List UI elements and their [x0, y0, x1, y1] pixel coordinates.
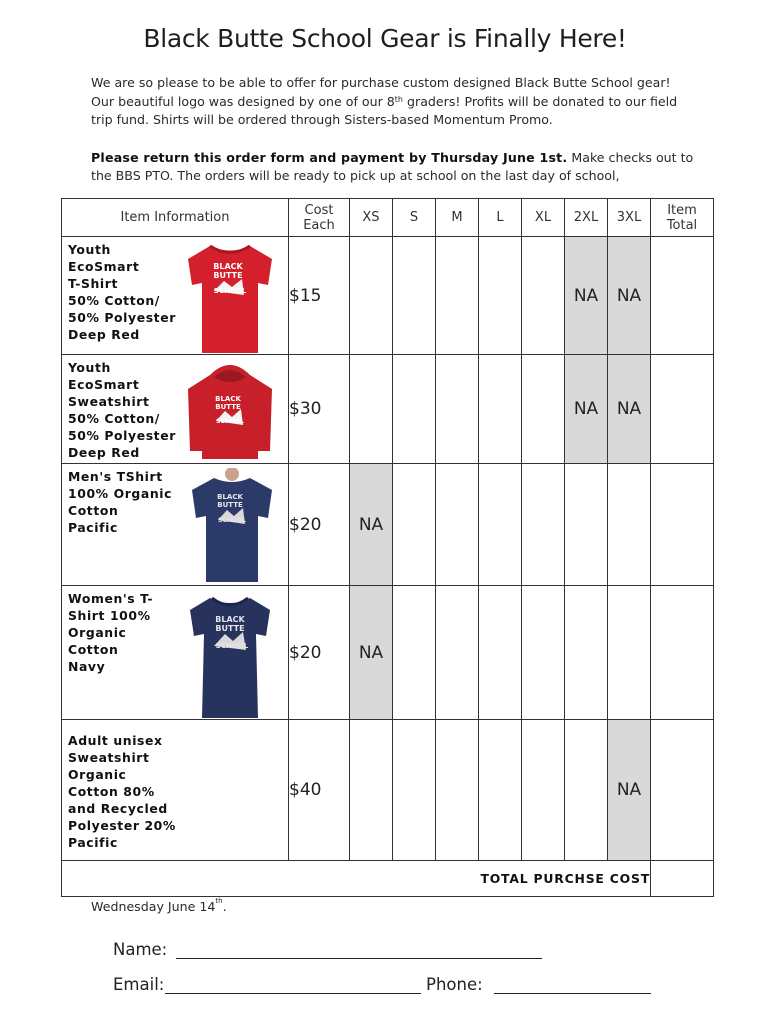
- qty-l-cell[interactable]: [479, 464, 522, 586]
- phone-label: Phone:: [426, 975, 483, 994]
- item-info-youth-sweatshirt: [62, 355, 289, 464]
- header-2xl: 2XL: [565, 199, 608, 237]
- qty-m-cell[interactable]: [436, 586, 479, 720]
- total-purchase-cost-label: TOTAL PURCHSE COST: [62, 861, 651, 897]
- qty-s-cell[interactable]: [393, 355, 436, 464]
- qty-xl-cell[interactable]: [522, 720, 565, 861]
- name-field[interactable]: [176, 958, 542, 959]
- header-xs: XS: [350, 199, 393, 237]
- na-2xl-cell: NA: [565, 355, 608, 464]
- item-description: Women's T- Shirt 100% Organic Cotton Navy: [68, 591, 154, 674]
- qty-s-cell[interactable]: [393, 237, 436, 355]
- qty-l-cell[interactable]: [479, 586, 522, 720]
- header-item-information: Item Information: [62, 199, 289, 237]
- phone-field[interactable]: [494, 993, 651, 994]
- svg-text:SCHOOL: SCHOOL: [216, 418, 244, 425]
- intro-paragraph: We are so please to be able to offer for purchase custom designed Black Butte School gear! Our beautiful logo was designed by one of our 8th graders! Profits will be donated to our field trip fund. Shirts will be ordered through Sisters-based Momentum Promo.: [91, 75, 678, 127]
- qty-xl-cell[interactable]: [522, 464, 565, 586]
- header-row: [62, 199, 714, 237]
- qty-xl-cell[interactable]: [522, 586, 565, 720]
- svg-text:BLACK: BLACK: [215, 395, 241, 403]
- mens-navy-tshirt-image: [186, 468, 278, 582]
- qty-l-cell[interactable]: [479, 720, 522, 861]
- qty-s-cell[interactable]: [393, 464, 436, 586]
- item-description: Youth EcoSmart T-Shirt 50% Cotton/ 50% Polyester Deep Red: [68, 242, 176, 342]
- table-row: [62, 355, 714, 464]
- item-total-cell[interactable]: [651, 355, 714, 464]
- qty-3xl-cell[interactable]: [608, 586, 651, 720]
- womens-navy-tshirt-image: [180, 590, 280, 718]
- na-3xl-cell: NA: [608, 237, 651, 355]
- item-info-adult-sweatshirt: [62, 720, 289, 861]
- svg-text:BUTTE: BUTTE: [217, 501, 243, 509]
- svg-text:BLACK: BLACK: [217, 493, 243, 501]
- item-info-youth-tshirt: [62, 237, 289, 355]
- item-total-cell[interactable]: [651, 720, 714, 861]
- price-cell: $30: [289, 355, 350, 464]
- price-cell: $20: [289, 464, 350, 586]
- header-m: M: [436, 199, 479, 237]
- header-s: S: [393, 199, 436, 237]
- youth-red-tshirt-image: [180, 241, 280, 353]
- svg-text:SCHOOL: SCHOOL: [215, 642, 249, 650]
- qty-xl-cell[interactable]: [522, 355, 565, 464]
- qty-3xl-cell[interactable]: [608, 464, 651, 586]
- svg-text:BUTTE: BUTTE: [215, 403, 241, 411]
- table-row: [62, 237, 714, 355]
- qty-l-cell[interactable]: [479, 237, 522, 355]
- table-row: [62, 464, 714, 586]
- svg-text:BLACK: BLACK: [213, 262, 243, 271]
- header-item-total: Item Total: [651, 199, 714, 237]
- table-row: [62, 720, 714, 861]
- youth-red-hoodie-image: [180, 361, 280, 459]
- pickup-date: Wednesday June 14th.: [91, 897, 227, 914]
- header-xl: XL: [522, 199, 565, 237]
- total-row: [62, 861, 714, 897]
- price-cell: $40: [289, 720, 350, 861]
- na-3xl-cell: NA: [608, 355, 651, 464]
- item-info-mens-tshirt: [62, 464, 289, 586]
- qty-s-cell[interactable]: [393, 586, 436, 720]
- qty-xs-cell[interactable]: [350, 237, 393, 355]
- na-xs-cell: NA: [350, 464, 393, 586]
- total-purchase-cost-cell[interactable]: [651, 861, 714, 897]
- item-description: Men's TShirt 100% Organic Cotton Pacific: [68, 469, 173, 535]
- qty-s-cell[interactable]: [393, 720, 436, 861]
- item-info-womens-tshirt: [62, 586, 289, 720]
- price-cell: $20: [289, 586, 350, 720]
- table-row: [62, 586, 714, 720]
- qty-xl-cell[interactable]: [522, 237, 565, 355]
- na-xs-cell: NA: [350, 586, 393, 720]
- na-3xl-cell: NA: [608, 720, 651, 861]
- item-description: Youth EcoSmart Sweatshirt 50% Cotton/ 50% Polyester Deep Red: [68, 360, 176, 460]
- qty-m-cell[interactable]: [436, 355, 479, 464]
- header-3xl: 3XL: [608, 199, 651, 237]
- email-field[interactable]: [165, 993, 421, 994]
- price-cell: $15: [289, 237, 350, 355]
- svg-text:SCHOOL: SCHOOL: [213, 287, 247, 295]
- qty-xs-cell[interactable]: [350, 355, 393, 464]
- svg-text:BUTTE: BUTTE: [213, 271, 243, 280]
- qty-2xl-cell[interactable]: [565, 720, 608, 861]
- qty-xs-cell[interactable]: [350, 720, 393, 861]
- na-2xl-cell: NA: [565, 237, 608, 355]
- name-label: Name:: [113, 940, 168, 959]
- order-table: [61, 198, 714, 897]
- item-description: Adult unisex Sweatshirt Organic Cotton 80% and Recycled Polyester 20% Pacific: [68, 733, 176, 850]
- item-total-cell[interactable]: [651, 237, 714, 355]
- svg-text:SCHOOL: SCHOOL: [218, 517, 246, 524]
- qty-m-cell[interactable]: [436, 237, 479, 355]
- qty-2xl-cell[interactable]: [565, 586, 608, 720]
- email-label: Email:: [113, 975, 165, 994]
- page-title: Black Butte School Gear is Finally Here!: [143, 24, 627, 53]
- qty-l-cell[interactable]: [479, 355, 522, 464]
- svg-text:BLACK: BLACK: [215, 615, 245, 624]
- deadline-notice: Please return this order form and payment by Thursday June 1st. Make checks out to the BBS PTO. The orders will be ready to pick up at school on the last day of school,: [91, 150, 694, 183]
- qty-m-cell[interactable]: [436, 720, 479, 861]
- header-l: L: [479, 199, 522, 237]
- item-total-cell[interactable]: [651, 586, 714, 720]
- svg-text:BUTTE: BUTTE: [215, 624, 245, 633]
- qty-2xl-cell[interactable]: [565, 464, 608, 586]
- qty-m-cell[interactable]: [436, 464, 479, 586]
- header-cost-each: Cost Each: [289, 199, 350, 237]
- item-total-cell[interactable]: [651, 464, 714, 586]
